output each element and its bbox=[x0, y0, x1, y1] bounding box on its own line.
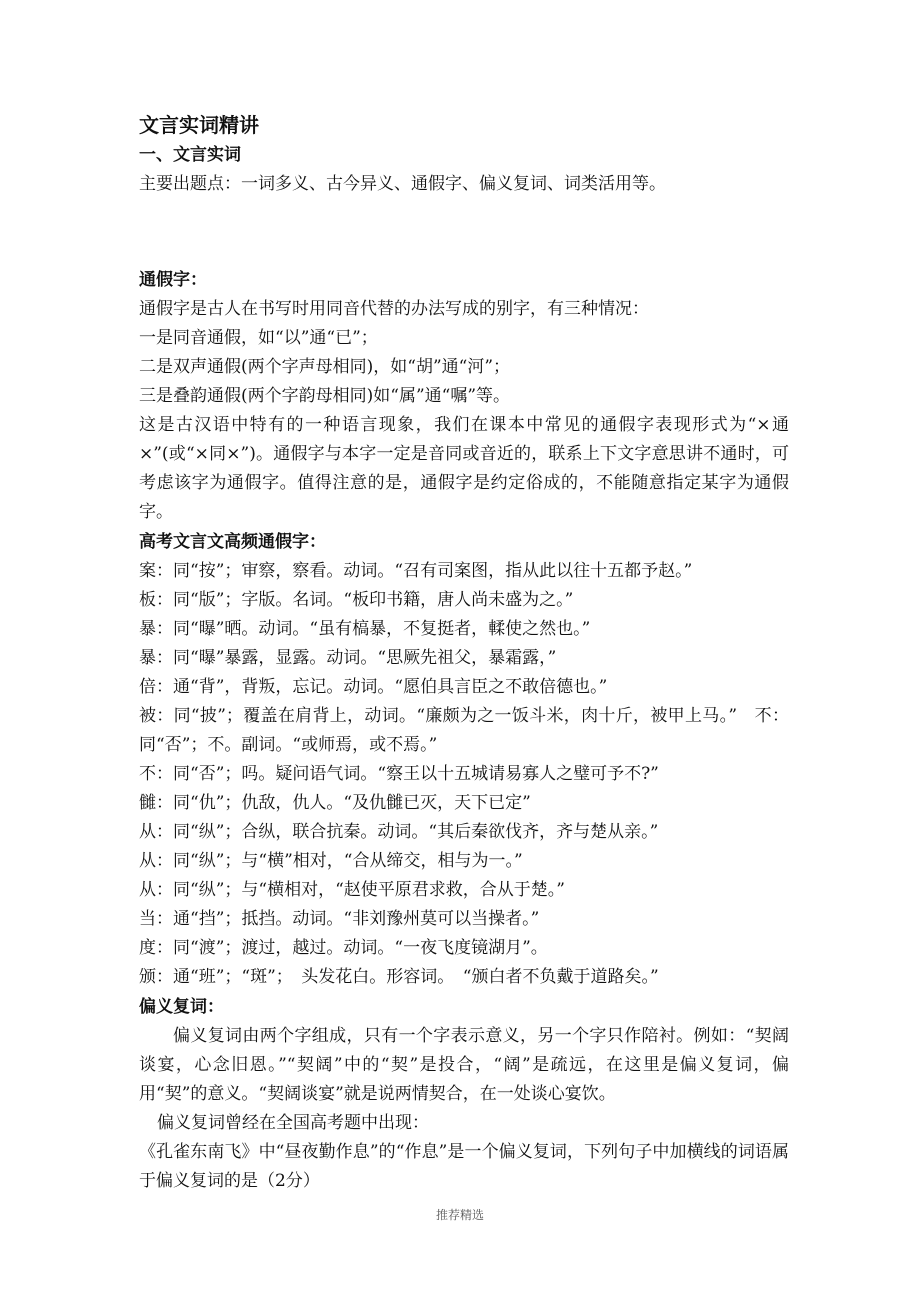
pianyi-paragraph: 偏义复词由两个字组成，只有一个字表示意义，另一个字只作陪衬。例如：“契阔谈宴，心念旧恩。”“契阔”中的“契”是投合，“阔”是疏远，在这里是偏义复词，偏用“契”的意义。“契阔谈宴”就是说两情契合，在一处谈心宴饮。 bbox=[139, 1026, 789, 1104]
tongjia-heading: 通假字： bbox=[139, 270, 207, 290]
tongjia-paragraph: 通假字是古人在书写时用同音代替的办法写成的别字，有三种情况： bbox=[139, 299, 649, 319]
page-footer: 推荐精选 bbox=[435, 1208, 484, 1222]
pianyi-heading: 偏义复词： bbox=[139, 997, 224, 1017]
gaokao-item: 从：同“纵”；与“横相对，“赵使平原君求救，合从于楚。” bbox=[139, 880, 565, 900]
section-heading: 一、文言实词 bbox=[139, 145, 241, 165]
spacer bbox=[139, 199, 789, 265]
main-points-paragraph: 主要出题点：一词多义、古今异义、通假字、偏义复词、词类活用等。 bbox=[139, 174, 666, 194]
gaokao-item: 板：同“版”；字版。名词。“板印书籍，唐人尚未盛为之。” bbox=[139, 590, 574, 610]
tongjia-paragraph: 三是叠韵通假(两个字韵母相同)如“属”通“嘱”等。 bbox=[139, 386, 511, 406]
tongjia-paragraph: 二是双声通假(两个字声母相同)，如“胡”通“河”； bbox=[139, 357, 511, 377]
gaokao-item: 暴：同“曝”晒。动词。“虽有槁暴，不复挺者，輮使之然也。” bbox=[139, 619, 591, 639]
pianyi-paragraph: 偏义复词曾经在全国高考题中出现： bbox=[157, 1113, 429, 1133]
gaokao-item: 当：通“挡”；抵挡。动词。“非刘豫州莫可以当操者。” bbox=[139, 909, 540, 929]
gaokao-item: 暴：同“曝”暴露，显露。动词。“思厥先祖父，暴霜露，” bbox=[139, 648, 557, 668]
tongjia-paragraph: 这是古汉语中特有的一种语言现象，我们在课本中常见的通假字表现形式为“×通×”(或“×同×”)。通假字与本字一定是音同或音近的，联系上下文字意思讲不通时，可考虑该字为通假字。值得注意的是，通假字是约定俗成的，不能随意指定某字为通假字。 bbox=[139, 415, 789, 522]
gaokao-item: 从：同“纵”；与“横”相对，“合从缔交，相与为一。” bbox=[139, 851, 523, 871]
gaokao-item: 案：同“按”；审察，察看。动词。“召有司案图，指从此以往十五都予赵。” bbox=[139, 561, 693, 581]
gaokao-heading: 高考文言文高频通假字： bbox=[139, 532, 326, 552]
gaokao-item: 度：同“渡”；渡过，越过。动词。“一夜飞度镜湖月”。 bbox=[139, 938, 548, 958]
gaokao-item: 从：同“纵”；合纵，联合抗秦。动词。“其后秦欲伐齐，齐与楚从亲。” bbox=[139, 822, 659, 842]
gaokao-item: 倍：通“背”，背叛，忘记。动词。“愿伯具言臣之不敢倍德也。” bbox=[139, 677, 608, 697]
gaokao-item: 雠：同“仇”；仇敌，仇人。“及仇雠已灭，天下已定” bbox=[139, 793, 531, 813]
document-title: 文言实词精讲 bbox=[139, 113, 259, 137]
gaokao-item: 不：同“否”；吗。疑问语气词。“察王以十五城请易寡人之璧可予不?” bbox=[139, 764, 659, 784]
document-body bbox=[139, 110, 789, 1196]
gaokao-item: 被：同“披”；覆盖在肩背上，动词。“廉颇为之一饭斗米，肉十斤，被甲上马。” 不：同“否”；不。副词。“或师焉，或不焉。” bbox=[139, 706, 789, 755]
gaokao-item: 颁：通“班”；“斑”； 头发花白。形容词。 “颁白者不负戴于道路矣。” bbox=[139, 967, 659, 987]
tongjia-paragraph: 一是同音通假，如“以”通“已”； bbox=[139, 328, 378, 348]
pianyi-paragraph: 《孔雀东南飞》中“昼夜勤作息”的“作息”是一个偏义复词，下列句子中加横线的词语属于偏义复词的是（2分） bbox=[139, 1142, 789, 1191]
